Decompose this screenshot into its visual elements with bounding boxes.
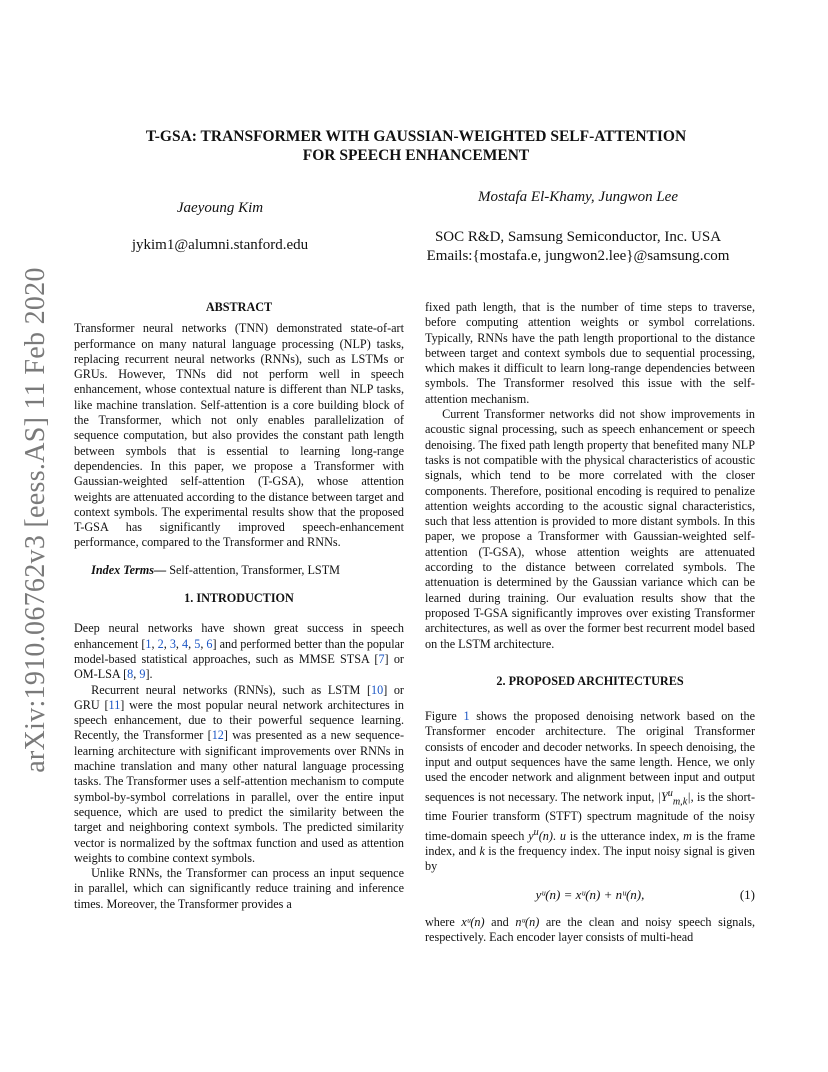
paper-title bbox=[96, 127, 736, 165]
citation-link[interactable]: 1 bbox=[145, 636, 152, 651]
equation-body: yᵘ(n) = xᵘ(n) + nᵘ(n), bbox=[535, 886, 645, 902]
abstract-text: Transformer neural networks (TNN) demonstrated state-of-art performance on many natural language processing (NLP) tasks, replacing recurrent neural networks (RNNs), such as LSTMs or GRUs. However, TNNs did not perform well in speech enhancement, whose contextual nature is different than NLP tasks, like machine translation. Self-attention is a core building block of the Transformer, which not only enables parallelization of sequence computation, but also provides the constant path length between symbols that is essential to learning long-range dependencies. In this paper, we propose a Transformer with Gaussian-weighted self-attention (T-GSA), whose attention weights are attenuated according to the distance between target and context symbols. The experimental results show that the proposed T-GSA has significantly improved speech-enhancement performance, compared to the Transformer and RNNs. bbox=[74, 321, 404, 550]
arch-paragraph-2 bbox=[425, 915, 755, 946]
architectures-heading: 2. PROPOSED ARCHITECTURES bbox=[496, 673, 684, 688]
index-terms bbox=[74, 563, 404, 578]
author-name: Jaeyoung Kim bbox=[176, 200, 264, 216]
right-paragraph-2: Current Transformer networks did not show improvements in acoustic signal processing, such as speech enhancement or speech denoising. The fixed path length property that benefited many NLP tasks is not compatible with the physical characteristics of acoustic signals, which tend to be more correlated with the closer components. Therefore, positional encoding is required to penalize attention weights according to the acoustic signal characteristics, such that less attention is provided to more distant symbols. In this paper, we propose a Transformer with Gaussian-weighted self-attention (T-GSA), whose attention weights are attenuated according to the distance between correlated symbols. The attenuation is determined by the Gaussian variance which can be learned during training. Our evaluation results show that the proposed T-GSA significantly improves over existing Transformer architectures, as well as over the former best recurrent model based on the LSTM architecture. bbox=[425, 407, 755, 651]
citation-link[interactable]: 4 bbox=[182, 636, 189, 651]
citation-link[interactable]: 11 bbox=[108, 697, 121, 712]
text-span: ] or GRU [ bbox=[74, 682, 404, 712]
text-span: where bbox=[425, 914, 462, 929]
intro-paragraph-1: Deep neural networks have shown great success in speech enhancement [1, 2, 3, 4, 5, 6] and performed better than the popular model-based statistical approaches, such as MMSE STSA [7] or OM-LSA [8, 9]. bbox=[74, 621, 405, 682]
equation-number: (1) bbox=[739, 886, 755, 902]
arxiv-identifier: arXiv:1910.06762v3 [eess.AS] 11 Feb 2020 bbox=[20, 267, 51, 773]
citation-link[interactable]: 2 bbox=[157, 636, 164, 651]
citation-link[interactable]: 7 bbox=[378, 651, 385, 666]
introduction-heading: 1. INTRODUCTION bbox=[184, 591, 294, 606]
abstract-heading: ABSTRACT bbox=[205, 300, 273, 314]
text-span: and bbox=[484, 914, 516, 929]
author-email: jykim1@alumni.stanford.edu bbox=[131, 237, 309, 253]
title-line-2: FOR SPEECH ENHANCEMENT bbox=[302, 147, 530, 164]
math-y bbox=[528, 826, 553, 843]
author-block-left bbox=[60, 196, 380, 254]
citation-link[interactable]: 5 bbox=[194, 636, 201, 651]
citation-link[interactable]: 8 bbox=[127, 667, 134, 682]
math-m: m bbox=[683, 828, 692, 843]
equation-1 bbox=[425, 875, 755, 915]
citation-link[interactable]: 12 bbox=[211, 728, 224, 743]
text-span: is the frequency index. The input noisy signal is given by bbox=[425, 844, 755, 874]
text-span: Figure bbox=[425, 709, 464, 724]
index-terms-text: Self-attention, Transformer, LSTM bbox=[166, 562, 340, 577]
math-Y bbox=[657, 787, 691, 808]
right-paragraph-1: fixed path length, that is the number of time steps to traverse, before computing attention weights or symbol correlations. Typically, RNNs have the path length proportional to the distance between target and context symbols due to sequential processing, which makes it difficult to learn long-range dependencies between symbols. The Transformer resolved this issue with the self-attention mechanism. bbox=[425, 300, 755, 406]
text-span: is the frame index, and bbox=[425, 828, 756, 859]
author-names: Mostafa El-Khamy, Jungwon Lee bbox=[478, 189, 678, 205]
text-span: ] were the most popular neural network architectures in speech enhancement, due to their powerful sequence learning. Recently, the Transformer [ bbox=[74, 697, 404, 743]
citation-link[interactable]: 10 bbox=[371, 682, 384, 697]
text-span: shows the proposed denoising network based on the Transformer encoder architecture. The original Transformer consists of encoder and decoder networks. In speech denoising, the input and output sequences have the same length. Hence, we only used the encoder network and alignment between input and output sequences is not necessary. The network input, bbox=[425, 709, 755, 804]
math-superscript: u bbox=[667, 787, 673, 799]
math-symbol: y bbox=[528, 828, 534, 843]
author-affiliation: SOC R&D, Samsung Semiconductor, Inc. USA bbox=[434, 229, 722, 245]
arxiv-side-stamp bbox=[8, 260, 64, 780]
intro-paragraph-2 bbox=[74, 683, 404, 867]
math-n: nᵘ(n) bbox=[515, 914, 540, 929]
arch-paragraph-1 bbox=[425, 709, 755, 875]
left-column bbox=[74, 300, 404, 912]
citation-link[interactable]: 9 bbox=[139, 667, 146, 682]
text-span: is the utterance index, bbox=[565, 828, 684, 843]
index-terms-label: Index Terms— bbox=[91, 562, 167, 577]
math-symbol: | bbox=[687, 789, 691, 804]
text-span: Recurrent neural networks (RNNs), such as LSTM [ bbox=[91, 682, 372, 697]
math-k: k bbox=[479, 844, 485, 859]
intro-paragraph-3: Unlike RNNs, the Transformer can process an input sequence in parallel, which can significantly reduce training and inference times. Moreover, the Transformer provides a bbox=[74, 866, 404, 911]
right-column bbox=[425, 300, 755, 945]
author-block-right bbox=[378, 188, 778, 266]
figure-reference-link[interactable]: 1 bbox=[463, 709, 470, 724]
math-symbol: (n) bbox=[538, 828, 553, 843]
text-span: ] or OM-LSA [ bbox=[74, 651, 404, 682]
math-superscript: u bbox=[533, 826, 539, 838]
text-span: , is the short-time Fourier transform (STFT) spectrum magnitude of the noisy time-domain speech bbox=[425, 789, 756, 843]
math-u: u bbox=[559, 828, 566, 843]
title-line-1: T-GSA: TRANSFORMER WITH GAUSSIAN-WEIGHTED SELF-ATTENTION bbox=[145, 128, 687, 145]
citation-link[interactable]: 6 bbox=[206, 636, 213, 651]
text-span: ] and performed better than the popular model-based statistical approaches, such as MMSE STSA [ bbox=[74, 636, 405, 666]
text-span: ] was presented as a new sequence-learning architecture with significant improvements over RNNs in machine translation and many other natural language processing tasks. The Transformer uses a self-attention mechanism to compute symbol-by-symbol correlations in parallel, over the entire input sequence, which are used to predict the similarity between the target and neighboring context symbols. The predicted similarity vector is normalized by the softmax function and used as attention weights to combine context symbols. bbox=[74, 728, 405, 865]
math-x: xᵘ(n) bbox=[461, 914, 485, 929]
author-emails: Emails:{mostafa.e, jungwon2.lee}@samsung.com bbox=[426, 248, 730, 264]
math-symbol: |Y bbox=[657, 789, 668, 804]
text-span: are the clean and noisy speech signals, respectively. Each encoder layer consists of multi-head bbox=[425, 914, 755, 944]
text-span: Deep neural networks have shown great success in speech enhancement [ bbox=[74, 621, 404, 651]
math-subscript: m,k bbox=[672, 796, 688, 808]
text-span: ]. bbox=[145, 667, 153, 682]
text-span: . bbox=[552, 828, 560, 843]
citation-link[interactable]: 3 bbox=[169, 636, 176, 651]
